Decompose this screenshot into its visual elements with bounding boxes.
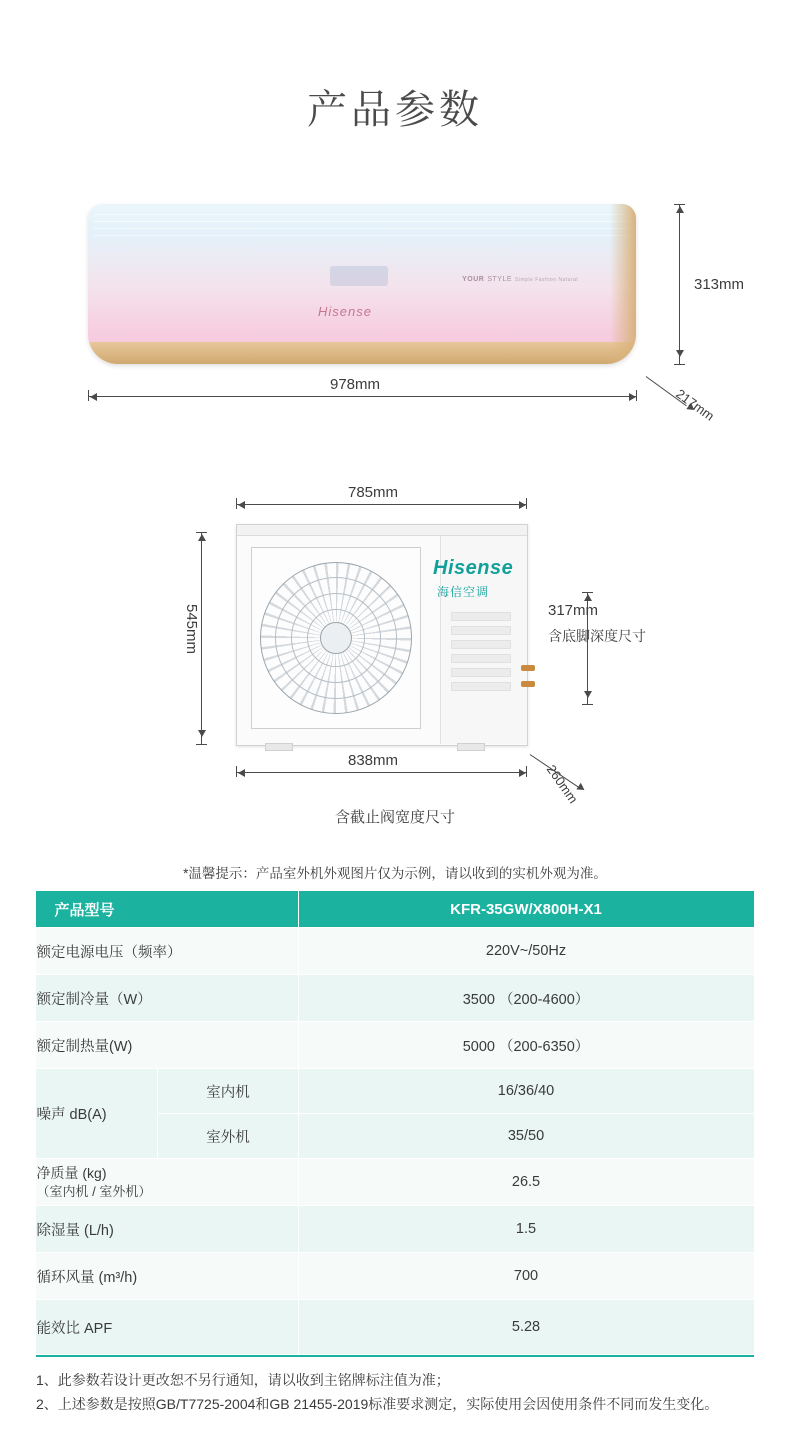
arrow-down-icon bbox=[676, 350, 684, 357]
arrow-up-icon bbox=[584, 594, 592, 601]
unit-foot bbox=[457, 743, 485, 751]
arrow-right-icon bbox=[576, 783, 586, 794]
dim-line-outdoor-height bbox=[201, 532, 202, 744]
arrow-up-icon bbox=[198, 534, 206, 541]
row-label: 能效比 APF bbox=[36, 1300, 298, 1355]
arrow-right-icon bbox=[629, 393, 636, 401]
table-row bbox=[36, 975, 754, 1022]
dim-cap bbox=[636, 390, 637, 401]
row-value: 700 bbox=[298, 1253, 754, 1300]
unit-foot bbox=[265, 743, 293, 751]
table-row bbox=[36, 928, 754, 975]
outdoor-depth-right-label: 317mm bbox=[548, 602, 599, 619]
row-label-weight bbox=[36, 1159, 298, 1206]
outdoor-top-cover bbox=[237, 525, 527, 536]
dim-cap bbox=[526, 498, 527, 509]
outdoor-bottom-caption: 含截止阀宽度尺寸 bbox=[334, 809, 455, 826]
indoor-unit-diagram bbox=[0, 190, 790, 440]
row-label: 循环风量 (m³/h) bbox=[36, 1253, 298, 1300]
arrow-down-icon bbox=[584, 691, 592, 698]
noise-sub-label-indoor: 室内机 bbox=[158, 1069, 298, 1114]
table-header-row bbox=[36, 891, 754, 928]
outdoor-brand-cn-label: 海信空调 bbox=[437, 585, 490, 599]
row-label: 额定电源电压（频率） bbox=[36, 928, 298, 975]
dim-cap bbox=[674, 364, 685, 365]
row-value: 5.28 bbox=[298, 1300, 754, 1355]
row-value: 220V~/50Hz bbox=[298, 928, 754, 975]
panel-slot bbox=[451, 682, 511, 691]
row-value: 3500 （200-4600） bbox=[298, 975, 754, 1022]
panel-slot bbox=[451, 640, 511, 649]
dim-cap bbox=[582, 592, 593, 593]
indoor-style-tagline bbox=[462, 276, 578, 283]
stop-valve bbox=[521, 681, 535, 687]
row-value: 5000 （200-6350） bbox=[298, 1022, 754, 1069]
panel-slot bbox=[451, 654, 511, 663]
outdoor-brand-logo: Hisense bbox=[433, 557, 514, 579]
dim-cap bbox=[582, 704, 593, 705]
row-label: 除湿量 (L/h) bbox=[36, 1206, 298, 1253]
panel-slot bbox=[451, 626, 511, 635]
fan-hub bbox=[320, 622, 352, 654]
row-label: 额定制热量(W) bbox=[36, 1022, 298, 1069]
dim-cap bbox=[526, 766, 527, 777]
table-row bbox=[36, 1206, 754, 1253]
outdoor-height-label: 545mm bbox=[183, 604, 200, 655]
vent-line bbox=[94, 214, 630, 215]
arrow-right-icon bbox=[519, 501, 526, 509]
arrow-left-icon bbox=[90, 393, 97, 401]
row-label: 额定制冷量（W） bbox=[36, 975, 298, 1022]
indoor-unit-illustration bbox=[88, 204, 636, 364]
stop-valve bbox=[521, 665, 535, 671]
header-value: KFR-35GW/X800H-X1 bbox=[298, 891, 754, 928]
noise-label: 噪声 dB(A) bbox=[36, 1069, 158, 1159]
outdoor-unit-diagram bbox=[0, 484, 790, 852]
panel-slot bbox=[451, 668, 511, 677]
indoor-brand-logo: Hisense bbox=[318, 304, 372, 319]
footnote-1: 1、此参数若设计更改恕不另行通知，请以收到主铭牌标注值为准； bbox=[36, 1372, 450, 1388]
table-row bbox=[36, 1300, 754, 1355]
weight-label-line2: （室内机 / 室外机） bbox=[36, 1183, 152, 1199]
style-tagline-rest: STYLE bbox=[487, 276, 513, 283]
outdoor-unit-illustration bbox=[236, 524, 528, 746]
vent-line bbox=[94, 235, 630, 236]
row-value: 1.5 bbox=[298, 1206, 754, 1253]
arrow-left-icon bbox=[238, 501, 245, 509]
style-tagline-bold: YOUR bbox=[462, 276, 485, 283]
table-row bbox=[36, 1022, 754, 1069]
table-row bbox=[36, 1253, 754, 1300]
arrow-up-icon bbox=[676, 206, 684, 213]
panel-slot bbox=[451, 612, 511, 621]
footnote-2: 2、上述参数是按照GB/T7725-2004和GB 21455-2019标准要求测定，实际使用会因使用条件不同而发生变化。 bbox=[36, 1395, 719, 1412]
indoor-depth-label: 217mm bbox=[673, 386, 718, 424]
spec-table bbox=[35, 890, 754, 1355]
header-label: 产品型号 bbox=[36, 891, 298, 928]
outdoor-depth-right-note: 含底脚深度尺寸 bbox=[548, 628, 646, 644]
outdoor-top-width-label: 785mm bbox=[340, 484, 406, 501]
dim-line-indoor-height bbox=[679, 204, 680, 364]
weight-label-line1: 净质量 (kg) bbox=[36, 1164, 107, 1181]
fan-grille bbox=[251, 547, 421, 729]
table-row-noise-indoor bbox=[36, 1069, 754, 1114]
dim-line-outdoor-bottom-width bbox=[236, 772, 526, 773]
tip-note: *温馨提示：产品室外机外观图片仅为示例，请以收到的实机外观为准。 bbox=[183, 866, 607, 881]
noise-value-indoor: 16/36/40 bbox=[298, 1069, 754, 1114]
style-tagline-sub: Simple Fashion Natural bbox=[515, 277, 578, 283]
dim-line-outdoor-top-width bbox=[236, 504, 526, 505]
dim-line-indoor-width bbox=[88, 396, 636, 397]
indoor-display-panel bbox=[330, 266, 388, 286]
table-row bbox=[36, 1159, 754, 1206]
noise-sub-label-outdoor: 室外机 bbox=[158, 1114, 298, 1159]
vent-line bbox=[94, 228, 630, 229]
row-value: 26.5 bbox=[298, 1159, 754, 1206]
footnotes bbox=[36, 1369, 754, 1417]
outdoor-bottom-width-label: 838mm bbox=[340, 752, 406, 769]
arrow-left-icon bbox=[238, 769, 245, 777]
outdoor-depth-label: 260mm bbox=[543, 762, 581, 807]
indoor-height-label: 313mm bbox=[694, 276, 745, 293]
arrow-down-icon bbox=[198, 730, 206, 737]
noise-value-outdoor: 35/50 bbox=[298, 1114, 754, 1159]
page-title: 产品参数 bbox=[307, 88, 483, 132]
vent-line bbox=[94, 221, 630, 222]
table-bottom-rule bbox=[36, 1355, 754, 1357]
arrow-right-icon bbox=[519, 769, 526, 777]
dim-cap bbox=[196, 744, 207, 745]
indoor-width-label: 978mm bbox=[322, 376, 388, 393]
